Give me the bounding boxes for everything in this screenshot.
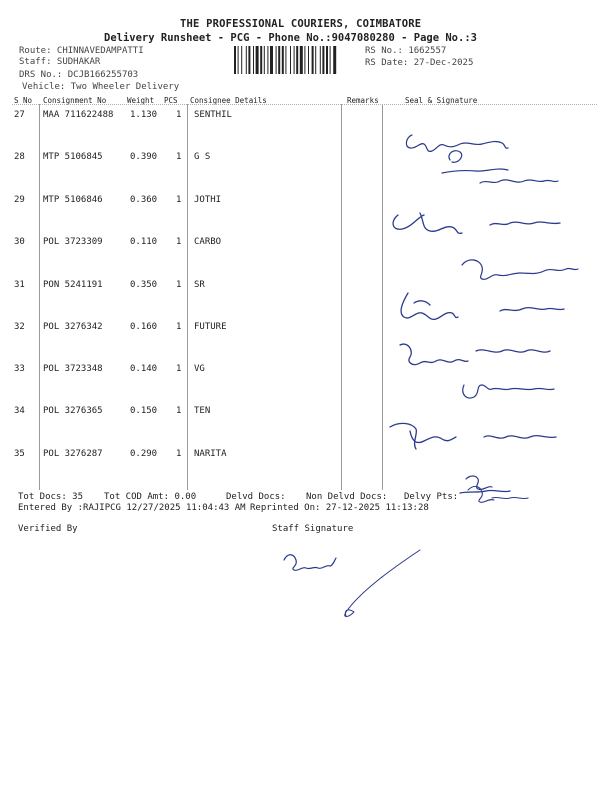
cell-consignment: POL 3276365 [43, 406, 103, 416]
cell-consignee: SENTHIL [194, 110, 232, 120]
cell-consignment: MTP 5106846 [43, 195, 103, 205]
cell-consignee: TEN [194, 406, 211, 416]
cell-consignment: MTP 5106845 [43, 152, 103, 162]
cell-consignee: VG [194, 364, 205, 374]
rs-number: RS No.: 1662557 [365, 46, 447, 56]
cell-weight: 0.350 [130, 280, 158, 290]
staff-signature-scrawl [280, 542, 440, 622]
route-label: Route: CHINNAVEDAMPATTI [19, 46, 144, 56]
cell-consignee: CARBO [194, 237, 222, 247]
column-rule [39, 104, 40, 490]
cell-weight: 0.290 [130, 449, 158, 459]
cell-pcs: 1 [176, 364, 182, 374]
cell-pcs: 1 [176, 237, 182, 247]
rs-date: RS Date: 27-Dec-2025 [365, 58, 474, 68]
total-cod-amount: Tot COD Amt: 0.00 [104, 492, 197, 502]
cell-sno: 32 [14, 322, 25, 332]
cell-pcs: 1 [176, 110, 182, 120]
cell-weight: 0.140 [130, 364, 158, 374]
cell-consignee: NARITA [194, 449, 227, 459]
drs-number: DRS No.: DCJB166255703 [19, 70, 139, 80]
cell-pcs: 1 [176, 195, 182, 205]
runsheet-title: THE PROFESSIONAL COURIERS, COIMBATORE [180, 18, 422, 30]
delivery-points: Delvy Pts: [404, 492, 459, 502]
cell-consignment: PON 5241191 [43, 280, 103, 290]
cell-weight: 1.130 [130, 110, 158, 120]
col-pcs: PCS [164, 96, 178, 105]
delivered-docs: Delvd Docs: [226, 492, 286, 502]
cell-weight: 0.390 [130, 152, 158, 162]
cell-sno: 34 [14, 406, 25, 416]
delivery-points-signature [462, 480, 542, 510]
cell-consignee: FUTURE [194, 322, 227, 332]
col-sno: S No [14, 96, 33, 105]
cell-sno: 28 [14, 152, 25, 162]
column-rule [341, 104, 342, 490]
cell-consignee: G S [194, 152, 211, 162]
total-docs: Tot Docs: 35 [18, 492, 84, 502]
cell-consignment: POL 3723348 [43, 364, 103, 374]
entered-by: Entered By :RAJIPCG 12/27/2025 11:04:43 AM [18, 503, 246, 513]
cell-consignment: POL 3276342 [43, 322, 103, 332]
cell-sno: 31 [14, 280, 25, 290]
header-rule [12, 104, 597, 105]
cell-sno: 27 [14, 110, 25, 120]
barcode [233, 46, 361, 74]
cell-consignee: SR [194, 280, 205, 290]
column-rule [187, 104, 188, 490]
staff-signature-label: Staff Signature [272, 524, 354, 534]
non-delivered-docs: Non Delvd Docs: [306, 492, 388, 502]
col-consignment: Consignment No [43, 96, 107, 105]
cell-sno: 30 [14, 237, 25, 247]
cell-consignment: MAA 711622488 [43, 110, 114, 120]
cell-weight: 0.360 [130, 195, 158, 205]
column-rule [382, 104, 383, 490]
cell-sno: 35 [14, 449, 25, 459]
runsheet-subtitle: Delivery Runsheet - PCG - Phone No.:9047080280 - Page No.:3 [104, 32, 477, 44]
cell-pcs: 1 [176, 280, 182, 290]
cell-sno: 33 [14, 364, 25, 374]
cell-pcs: 1 [176, 449, 182, 459]
reprinted-on: Reprinted On: 27-12-2025 11:13:28 [250, 503, 429, 513]
cell-weight: 0.110 [130, 237, 158, 247]
cell-pcs: 1 [176, 406, 182, 416]
col-seal: Seal & Signature [405, 96, 478, 105]
verified-by-label: Verified By [18, 524, 78, 534]
cell-pcs: 1 [176, 152, 182, 162]
cell-pcs: 1 [176, 322, 182, 332]
col-remarks: Remarks [347, 96, 379, 105]
handwritten-signatures [380, 115, 600, 515]
col-weight: Weight [127, 96, 155, 105]
staff-label: Staff: SUDHAKAR [19, 57, 101, 67]
cell-weight: 0.150 [130, 406, 158, 416]
cell-consignment: POL 3723309 [43, 237, 103, 247]
cell-weight: 0.160 [130, 322, 158, 332]
cell-consignee: JOTHI [194, 195, 222, 205]
cell-sno: 29 [14, 195, 25, 205]
col-consignee: Consignee Details [190, 96, 267, 105]
cell-consignment: POL 3276287 [43, 449, 103, 459]
vehicle-label: Vehicle: Two Wheeler Delivery [22, 82, 180, 92]
